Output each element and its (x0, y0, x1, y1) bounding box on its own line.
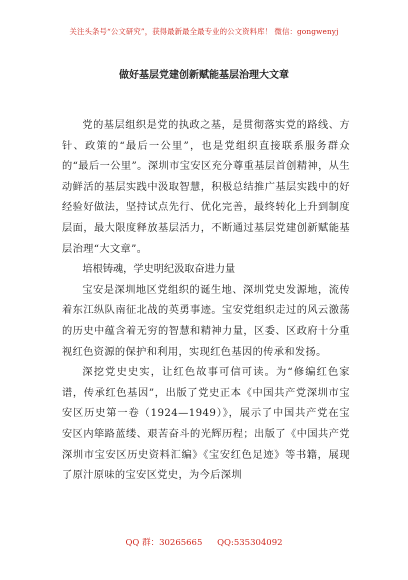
footer-contact (0, 536, 408, 548)
body-paragraph: 深挖党史史实，让红色故事可信可读。为“修编红色家谱，传承红色基因”，出版了党史正本《中国共产党深圳市宝安区历史第一卷（1924—1949）》，展示了中国共产党在宝安区内筚路蓝缕、艰苦奋斗的光辉历程；出版了《中国共产党深圳市宝安区历史资料汇编》《宝安红色足迹》等书籍，展现了原汁原味的宝安区党史，为今后深圳 (62, 367, 350, 482)
document-body (62, 116, 350, 487)
body-paragraph: 宝安是深圳地区党组织的诞生地、深圳党史发源地，流传着东江纵队南征北战的英勇事迹。宝安党组织走过的风云激荡的历史中蕴含着无穷的智慧和精神力量，区委、区政府十分重视红色资源的保护和利用，实现红色基因的传承和发扬。 (62, 284, 350, 358)
document-title: 做好基层党建创新赋能基层治理大文章 (119, 70, 289, 81)
header-banner: 关注头条号“公文研究”，获得最新最全最专业的公文资料库！ 微信：gongwenyj (69, 27, 339, 36)
footer-qq-group: QQ 群：30265665 (125, 538, 203, 548)
section-subheading: 培根铸魂，学史明纪汲取奋进力量 (82, 264, 236, 276)
footer-qq: QQ:535304092 (217, 538, 283, 548)
body-paragraph: 党的基层组织是党的执政之基，是贯彻落实党的路线、方针、政策的“最后一公里”，也是党组织直接联系服务群众的“最后一公里”。深圳市宝安区充分尊重基层首创精神，从生动鲜活的基层实践中汲取智慧，积极总结推广基层实践中的好经验好做法，坚持试点先行、优化完善，最终转化上升到制度层面，最大限度释放基层活力，不断通过基层党建创新赋能基层治理“大文章”。 (62, 120, 350, 255)
